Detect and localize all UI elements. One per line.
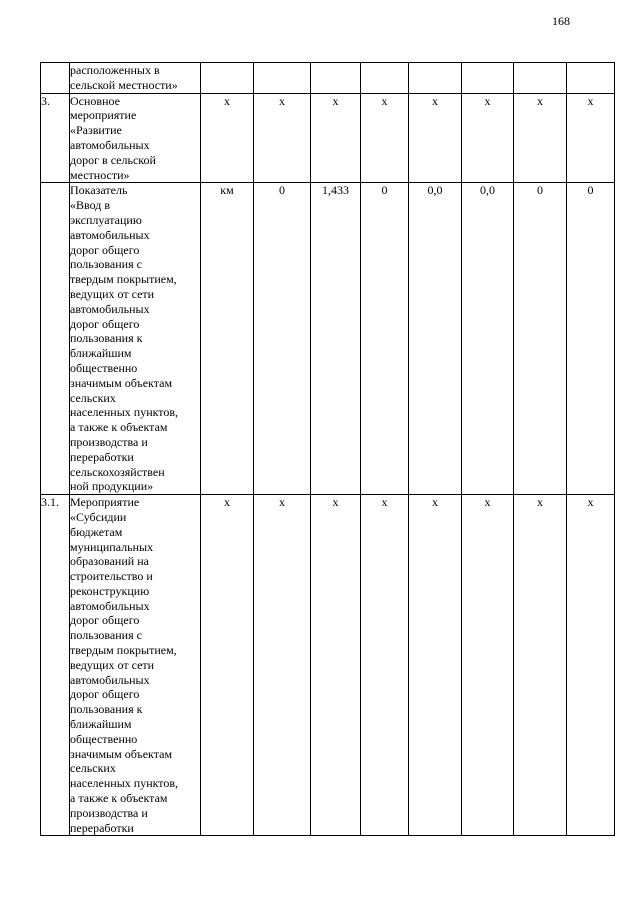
table-row <box>41 183 615 495</box>
row-name-line: производства и <box>70 434 148 449</box>
value-cell: x <box>254 495 311 836</box>
unit-cell: x <box>201 495 254 836</box>
row-name-line: населенных пунктов, <box>70 405 179 420</box>
row-name-line: а также к объектам <box>70 420 168 435</box>
row-name-line: пользования к <box>70 702 143 717</box>
page-number: 168 <box>552 14 570 28</box>
value-cell <box>311 63 361 94</box>
row-name-line: дорог в сельской <box>70 152 156 167</box>
row-name-cell <box>70 495 201 836</box>
value-cell: x <box>311 93 361 183</box>
unit-cell: км <box>201 183 254 495</box>
row-name-line: твердым покрытием, <box>70 272 177 287</box>
program-indicators-table <box>40 62 615 836</box>
row-name-line: автомобильных <box>70 301 150 316</box>
row-name-line: образований на <box>70 554 149 569</box>
table-body <box>41 63 615 836</box>
row-name-line: Мероприятие <box>70 495 140 510</box>
row-name-line: сельской местности» <box>70 77 178 92</box>
table-row <box>41 63 615 94</box>
value-cell: x <box>514 495 567 836</box>
value-cell <box>462 63 514 94</box>
value-cell: x <box>361 93 409 183</box>
value-cell: x <box>311 495 361 836</box>
row-name-line: эксплуатацию <box>70 212 142 227</box>
row-name-line: ведущих от сети <box>70 657 155 672</box>
row-name-line: бюджетам <box>70 524 123 539</box>
row-name-line: дорог общего <box>70 316 140 331</box>
row-number-cell <box>41 183 70 495</box>
row-name-line: производства и <box>70 805 148 820</box>
row-name-line: твердым покрытием, <box>70 643 177 658</box>
row-name-line: населенных пунктов, <box>70 776 179 791</box>
row-name-line: «Ввод в <box>70 198 111 213</box>
row-name-line: ной продукции» <box>70 479 154 494</box>
value-cell <box>361 63 409 94</box>
row-name-line: пользования с <box>70 628 142 643</box>
row-name-line: местности» <box>70 167 130 182</box>
row-name-line: реконструкцию <box>70 583 150 598</box>
row-name-line: дорог общего <box>70 687 140 702</box>
row-name-line: сельских <box>70 390 116 405</box>
row-name-line: дорог общего <box>70 242 140 257</box>
value-cell: 0,0 <box>409 183 462 495</box>
value-cell: x <box>514 93 567 183</box>
row-name-line: ведущих от сети <box>70 286 155 301</box>
row-name-line: пользования к <box>70 331 143 346</box>
value-cell <box>409 63 462 94</box>
row-name-line: ближайшим <box>70 346 132 361</box>
row-number-cell: 3. <box>41 93 70 183</box>
row-name-cell <box>70 183 201 495</box>
table-row <box>41 495 615 836</box>
row-name-line: общественно <box>70 360 138 375</box>
row-name-line: «Развитие <box>70 123 122 138</box>
row-name-line: пользования с <box>70 257 142 272</box>
row-number-cell: 3.1. <box>41 495 70 836</box>
row-name-line: автомобильных <box>70 137 150 152</box>
value-cell: x <box>567 93 615 183</box>
row-name-line: Основное <box>70 93 120 108</box>
value-cell: x <box>567 495 615 836</box>
value-cell: x <box>409 495 462 836</box>
unit-cell: x <box>201 93 254 183</box>
value-cell: 0 <box>567 183 615 495</box>
row-name-line: ближайшим <box>70 717 132 732</box>
row-name-line: «Субсидии <box>70 509 127 524</box>
table-row <box>41 93 615 183</box>
value-cell: 0 <box>254 183 311 495</box>
row-name-line: строительство и <box>70 569 153 584</box>
value-cell: 0 <box>361 183 409 495</box>
row-name-line: общественно <box>70 731 138 746</box>
row-name-line: муниципальных <box>70 539 154 554</box>
row-name-line: значимым объектам <box>70 746 173 761</box>
row-name-line: переработки <box>70 820 134 835</box>
row-name-line: а также к объектам <box>70 791 168 806</box>
value-cell <box>514 63 567 94</box>
row-name-line: дорог общего <box>70 613 140 628</box>
row-name-line: Показатель <box>70 183 128 198</box>
value-cell: 0 <box>514 183 567 495</box>
row-name-line: значимым объектам <box>70 375 173 390</box>
value-cell: x <box>409 93 462 183</box>
row-name-line: сельских <box>70 761 116 776</box>
row-number-cell <box>41 63 70 94</box>
value-cell: x <box>462 495 514 836</box>
row-name-line: автомобильных <box>70 227 150 242</box>
row-name-line: автомобильных <box>70 598 150 613</box>
value-cell: 1,433 <box>311 183 361 495</box>
row-name-cell <box>70 63 201 94</box>
row-name-line: переработки <box>70 449 134 464</box>
row-name-line: сельскохозяйствен <box>70 464 165 479</box>
row-name-line: расположенных в <box>70 63 160 77</box>
value-cell: x <box>254 93 311 183</box>
row-name-cell <box>70 93 201 183</box>
value-cell: x <box>361 495 409 836</box>
row-name-line: мероприятие <box>70 108 137 123</box>
value-cell: x <box>462 93 514 183</box>
value-cell <box>254 63 311 94</box>
value-cell: 0,0 <box>462 183 514 495</box>
unit-cell <box>201 63 254 94</box>
row-name-line: автомобильных <box>70 672 150 687</box>
value-cell <box>567 63 615 94</box>
